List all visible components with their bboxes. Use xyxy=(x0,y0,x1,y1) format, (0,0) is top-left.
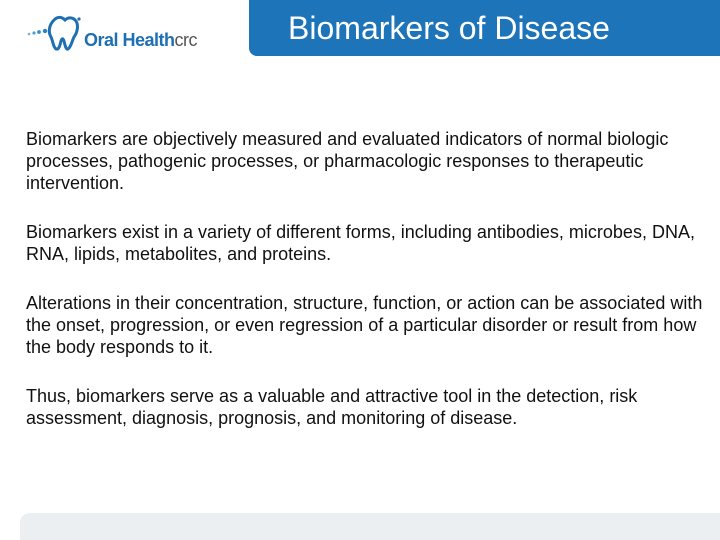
slide-title: Biomarkers of Disease xyxy=(288,10,610,46)
paragraph-conclusion: Thus, biomarkers serve as a valuable and attractive tool in the detection, risk assessment, diagnosis, prognosis, and monitoring of disease. xyxy=(26,386,638,428)
logo-wordmark xyxy=(84,29,197,51)
slide-body xyxy=(26,128,706,456)
footer-bar xyxy=(20,513,720,540)
tooth-icon xyxy=(26,14,86,54)
paragraph-forms: Biomarkers exist in a variety of different forms, including antibodies, microbes, DNA, RNA, lipids, metabolites, and proteins. xyxy=(26,222,695,264)
oral-health-crc-logo xyxy=(26,14,198,54)
paragraph-alterations: Alterations in their concentration, structure, function, or action can be associated with the onset, progression, or even regression of a particular disorder or result from how the body responds to it. xyxy=(26,293,703,357)
paragraph-definition: Biomarkers are objectively measured and evaluated indicators of normal biologic processes, pathogenic processes, or pharmacologic responses to therapeutic intervention. xyxy=(26,129,669,193)
logo-text-suffix: crc xyxy=(174,30,198,50)
logo-text-main: Oral Health xyxy=(84,30,175,50)
